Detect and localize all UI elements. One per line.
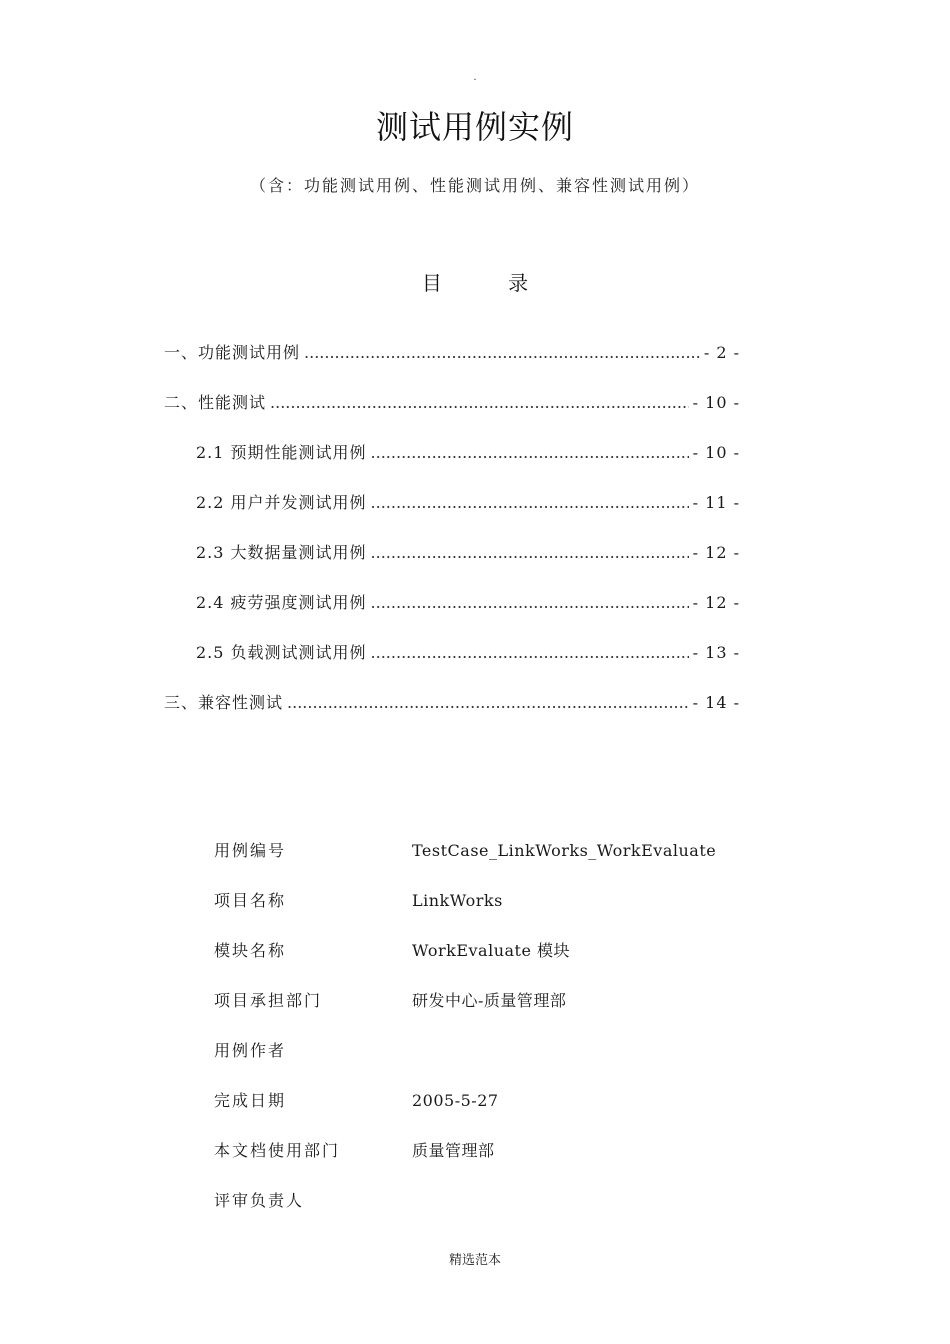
toc-entry-label: 2.4 疲劳强度测试用例 (196, 593, 367, 612)
toc-leader (371, 543, 689, 562)
toc-entry-page: - 12 - (692, 593, 740, 612)
info-row-project-name (214, 888, 774, 938)
toc-entry-label: 2.2 用户并发测试用例 (196, 493, 367, 512)
toc-entry-load-test[interactable] (164, 640, 740, 690)
info-key: 评审负责人 (214, 1191, 305, 1210)
info-key: 完成日期 (214, 1091, 287, 1110)
test-case-info-table (214, 838, 774, 1238)
toc-leader (371, 443, 689, 462)
toc-entry-performance[interactable] (164, 390, 740, 440)
info-row-case-id (214, 838, 774, 888)
toc-leader (304, 343, 700, 362)
info-row-using-department (214, 1138, 774, 1188)
toc-entry-label: 二、性能测试 (164, 393, 267, 412)
toc-entry-page: - 14 - (692, 693, 740, 712)
toc-entry-large-data[interactable] (164, 540, 740, 590)
toc-entry-page: - 2 - (703, 343, 740, 362)
info-key: 项目承担部门 (214, 991, 323, 1010)
info-row-reviewer (214, 1188, 774, 1238)
toc-entry-concurrent-users[interactable] (164, 490, 740, 540)
toc-leader (270, 393, 689, 412)
toc-entry-page: - 10 - (692, 393, 740, 412)
info-key: 项目名称 (214, 891, 287, 910)
toc-entry-label: 2.3 大数据量测试用例 (196, 543, 367, 562)
info-key: 用例作者 (214, 1041, 287, 1060)
info-value: 质量管理部 (412, 1141, 495, 1160)
table-of-contents (164, 340, 740, 740)
toc-leader (371, 493, 689, 512)
info-row-module-name (214, 938, 774, 988)
toc-heading: 目 录 (421, 271, 559, 295)
page-footer: 精选范本 (448, 1253, 501, 1268)
toc-entry-page: - 13 - (692, 643, 740, 662)
toc-entry-compatibility[interactable] (164, 690, 740, 740)
info-key: 用例编号 (214, 841, 287, 860)
toc-entry-label: 三、兼容性测试 (164, 693, 284, 712)
document-subtitle: （含：功能测试用例、性能测试用例、兼容性测试用例） (249, 176, 700, 195)
info-value: LinkWorks (412, 891, 503, 910)
toc-entry-functional[interactable] (164, 340, 740, 390)
toc-entry-expected-performance[interactable] (164, 440, 740, 490)
toc-entry-page: - 10 - (692, 443, 740, 462)
info-value: 2005-5-27 (412, 1091, 499, 1110)
toc-leader (371, 593, 689, 612)
document-title: 测试用例实例 (375, 108, 574, 146)
info-value: WorkEvaluate 模块 (412, 941, 571, 960)
toc-entry-fatigue-strength[interactable] (164, 590, 740, 640)
toc-leader (287, 693, 689, 712)
info-row-department (214, 988, 774, 1038)
toc-entry-page: - 11 - (692, 493, 740, 512)
toc-leader (371, 643, 689, 662)
info-value: 研发中心-质量管理部 (412, 991, 567, 1010)
toc-entry-label: 一、功能测试用例 (164, 343, 301, 362)
info-row-author (214, 1038, 774, 1088)
info-value: TestCase_LinkWorks_WorkEvaluate (412, 841, 717, 860)
info-key: 本文档使用部门 (214, 1141, 341, 1160)
toc-entry-label: 2.5 负载测试测试用例 (196, 643, 367, 662)
info-key: 模块名称 (214, 941, 287, 960)
toc-entry-label: 2.1 预期性能测试用例 (196, 443, 367, 462)
header-mark: . (473, 72, 477, 83)
info-row-completion-date (214, 1088, 774, 1138)
toc-entry-page: - 12 - (692, 543, 740, 562)
